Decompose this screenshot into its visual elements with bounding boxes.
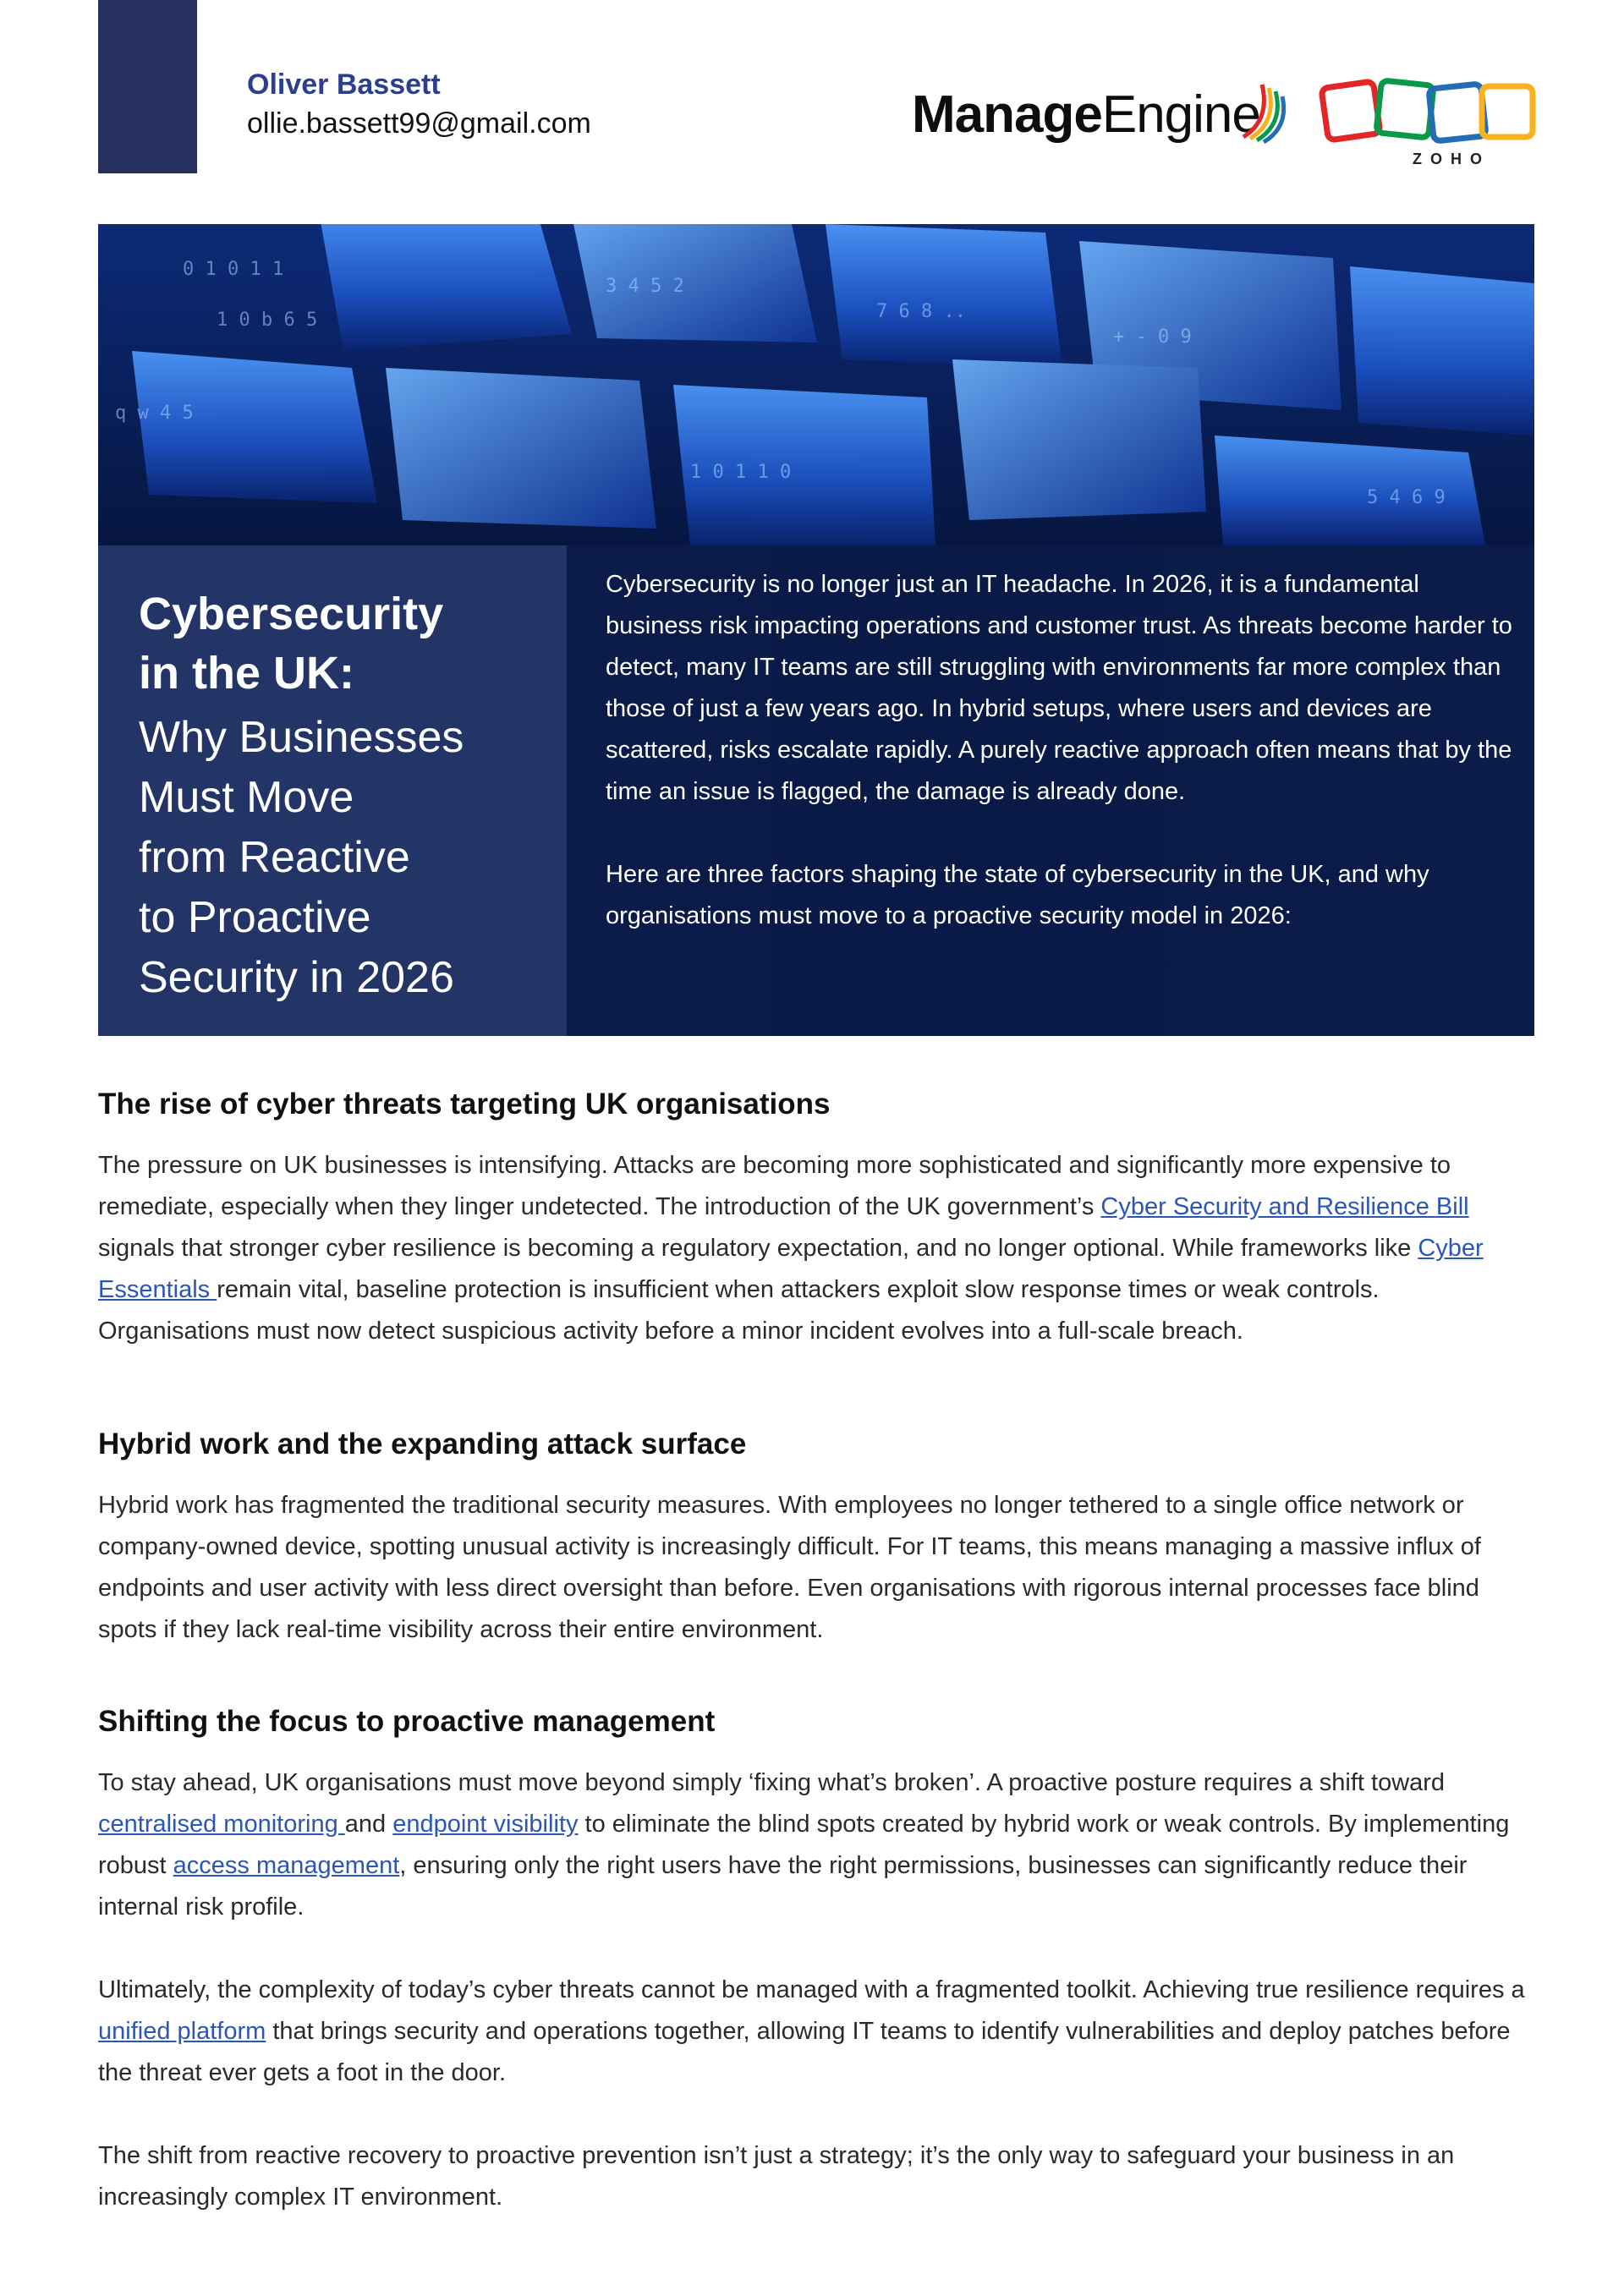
subtitle-line: from Reactive [139,833,410,882]
logo-brand-regular: Engine [1101,85,1260,144]
section-hybrid-work [98,1426,1528,1651]
author-name: Oliver Bassett [247,68,441,101]
subtitle-line: Security in 2026 [139,953,454,1002]
section-paragraph: To stay ahead, UK organisations must move beyond simply ‘fixing what’s broken’. A proactive posture requires a shift toward centralised monitoring and endpoint visibility to eliminate the blind spots created by hybrid work or weak controls. By implementing robust access management, ensuring only the right users have the right permissions, businesses can significantly reduce their internal risk profile. [98,1769,1510,1921]
svg-text:q w 4 5: q w 4 5 [115,403,194,424]
logo-brand-bold: Manage [912,85,1102,144]
endpoint-visibility-link[interactable]: endpoint visibility [392,1811,579,1838]
section-heading: Shifting the focus to proactive management [98,1705,716,1738]
header-accent-bar [98,0,197,173]
intro-paragraph-2: Here are three factors shaping the state of cybersecurity in the UK, and why organisations must move to a proactive security model in 2026: [606,861,1429,929]
section-paragraph: Ultimately, the complexity of today’s cyber threats cannot be managed with a fragmented toolkit. Achieving true resilience requires a unified platform that brings security and operations together, allowing IT teams to identify vulnerabilities and deploy patches before the threat ever gets a foot in the door. [98,1976,1525,2086]
svg-text:1 0 1 1 0: 1 0 1 1 0 [690,462,792,483]
hero-intro [606,564,1519,978]
subtitle [139,708,545,1008]
title-line-1: Cybersecurity [139,589,444,639]
cyber-security-bill-link[interactable]: Cyber Security and Resilience Bill [1100,1193,1469,1220]
subtitle-line: to Proactive [139,893,371,942]
cyber-essentials-link[interactable]: Cyber Essentials [98,1235,1484,1303]
section-paragraph: Hybrid work has fragmented the traditional security measures. With employees no longer tethered to a single office network or company-owned device, spotting unusual activity is increasingly difficult. For IT teams, this means managing a massive influx of endpoints and user activity with less direct oversight than before. Even organisations with rigorous internal processes face blind spots if they lack real-time visibility across their entire environment. [98,1492,1481,1643]
section-heading: Hybrid work and the expanding attack surface [98,1427,747,1460]
page-title [139,584,545,1008]
centralised-monitoring-link[interactable]: centralised monitoring [98,1811,345,1838]
zoho-square-red [1321,81,1380,140]
svg-text:7 6 8 ..: 7 6 8 .. [876,301,966,322]
svg-text:0 1 0 1 1: 0 1 0 1 1 [183,259,284,280]
zoho-square-yellow [1482,86,1533,137]
section-heading: The rise of cyber threats targeting UK organisations [98,1088,831,1121]
manageengine-swoosh-icon [1237,78,1287,145]
hero-banner [98,224,1534,1036]
closing-paragraph: The shift from reactive recovery to proactive prevention isn’t just a strategy; it’s the only way to safeguard your business in an increasingly complex IT environment. [98,2142,1455,2211]
section-cyber-threats [98,1086,1528,1352]
hero-title-panel [98,545,567,1036]
section-paragraph: The pressure on UK businesses is intensifying. Attacks are becoming more sophisticated and significantly more expensive to remediate, especially when they linger undetected. The introduction of the UK government’s Cyber Security and Resilience Bill signals that stronger cyber resilience is becoming a regulatory expectation, and no longer optional. While frameworks like Cyber Essentials remain vital, baseline protection is insufficient when attackers exploit slow response times or weak controls. Organisations must now detect suspicious activity before a minor incident evolves into a full-scale breach. [98,1152,1484,1345]
intro-paragraph-1: Cybersecurity is no longer just an IT headache. In 2026, it is a fundamental business risk impacting operations and customer trust. As threats become harder to detect, many IT teams are still struggling with environments far more complex than those of just a few years ago. In hybrid setups, where users and devices are scattered, risks escalate rapidly. A purely reactive approach often means that by the time an issue is flagged, the damage is already done. [606,571,1512,805]
keyboard-photo [98,224,1534,545]
zoho-square-blue [1429,84,1486,141]
svg-text:5 4 6 9: 5 4 6 9 [1367,487,1446,508]
author-email: ollie.bassett99@gmail.com [247,107,591,140]
title-line-2: in the UK: [139,648,354,699]
section-proactive-management [98,1703,1528,2218]
zoho-square-green [1376,80,1434,138]
svg-text:1 0 b 6 5: 1 0 b 6 5 [217,310,318,331]
zoho-logo [1318,76,1538,169]
svg-text:3 4 5 2: 3 4 5 2 [606,276,684,297]
subtitle-line: Why Businesses [139,713,464,762]
author-block [247,66,591,144]
unified-platform-link[interactable]: unified platform [98,2018,266,2045]
access-management-link[interactable]: access management [173,1852,400,1879]
zoho-wordmark: ZOHO [1413,151,1490,167]
manageengine-logo [912,85,1260,145]
subtitle-line: Must Move [139,773,354,822]
svg-text:+ - 0 9: + - 0 9 [1113,326,1192,348]
